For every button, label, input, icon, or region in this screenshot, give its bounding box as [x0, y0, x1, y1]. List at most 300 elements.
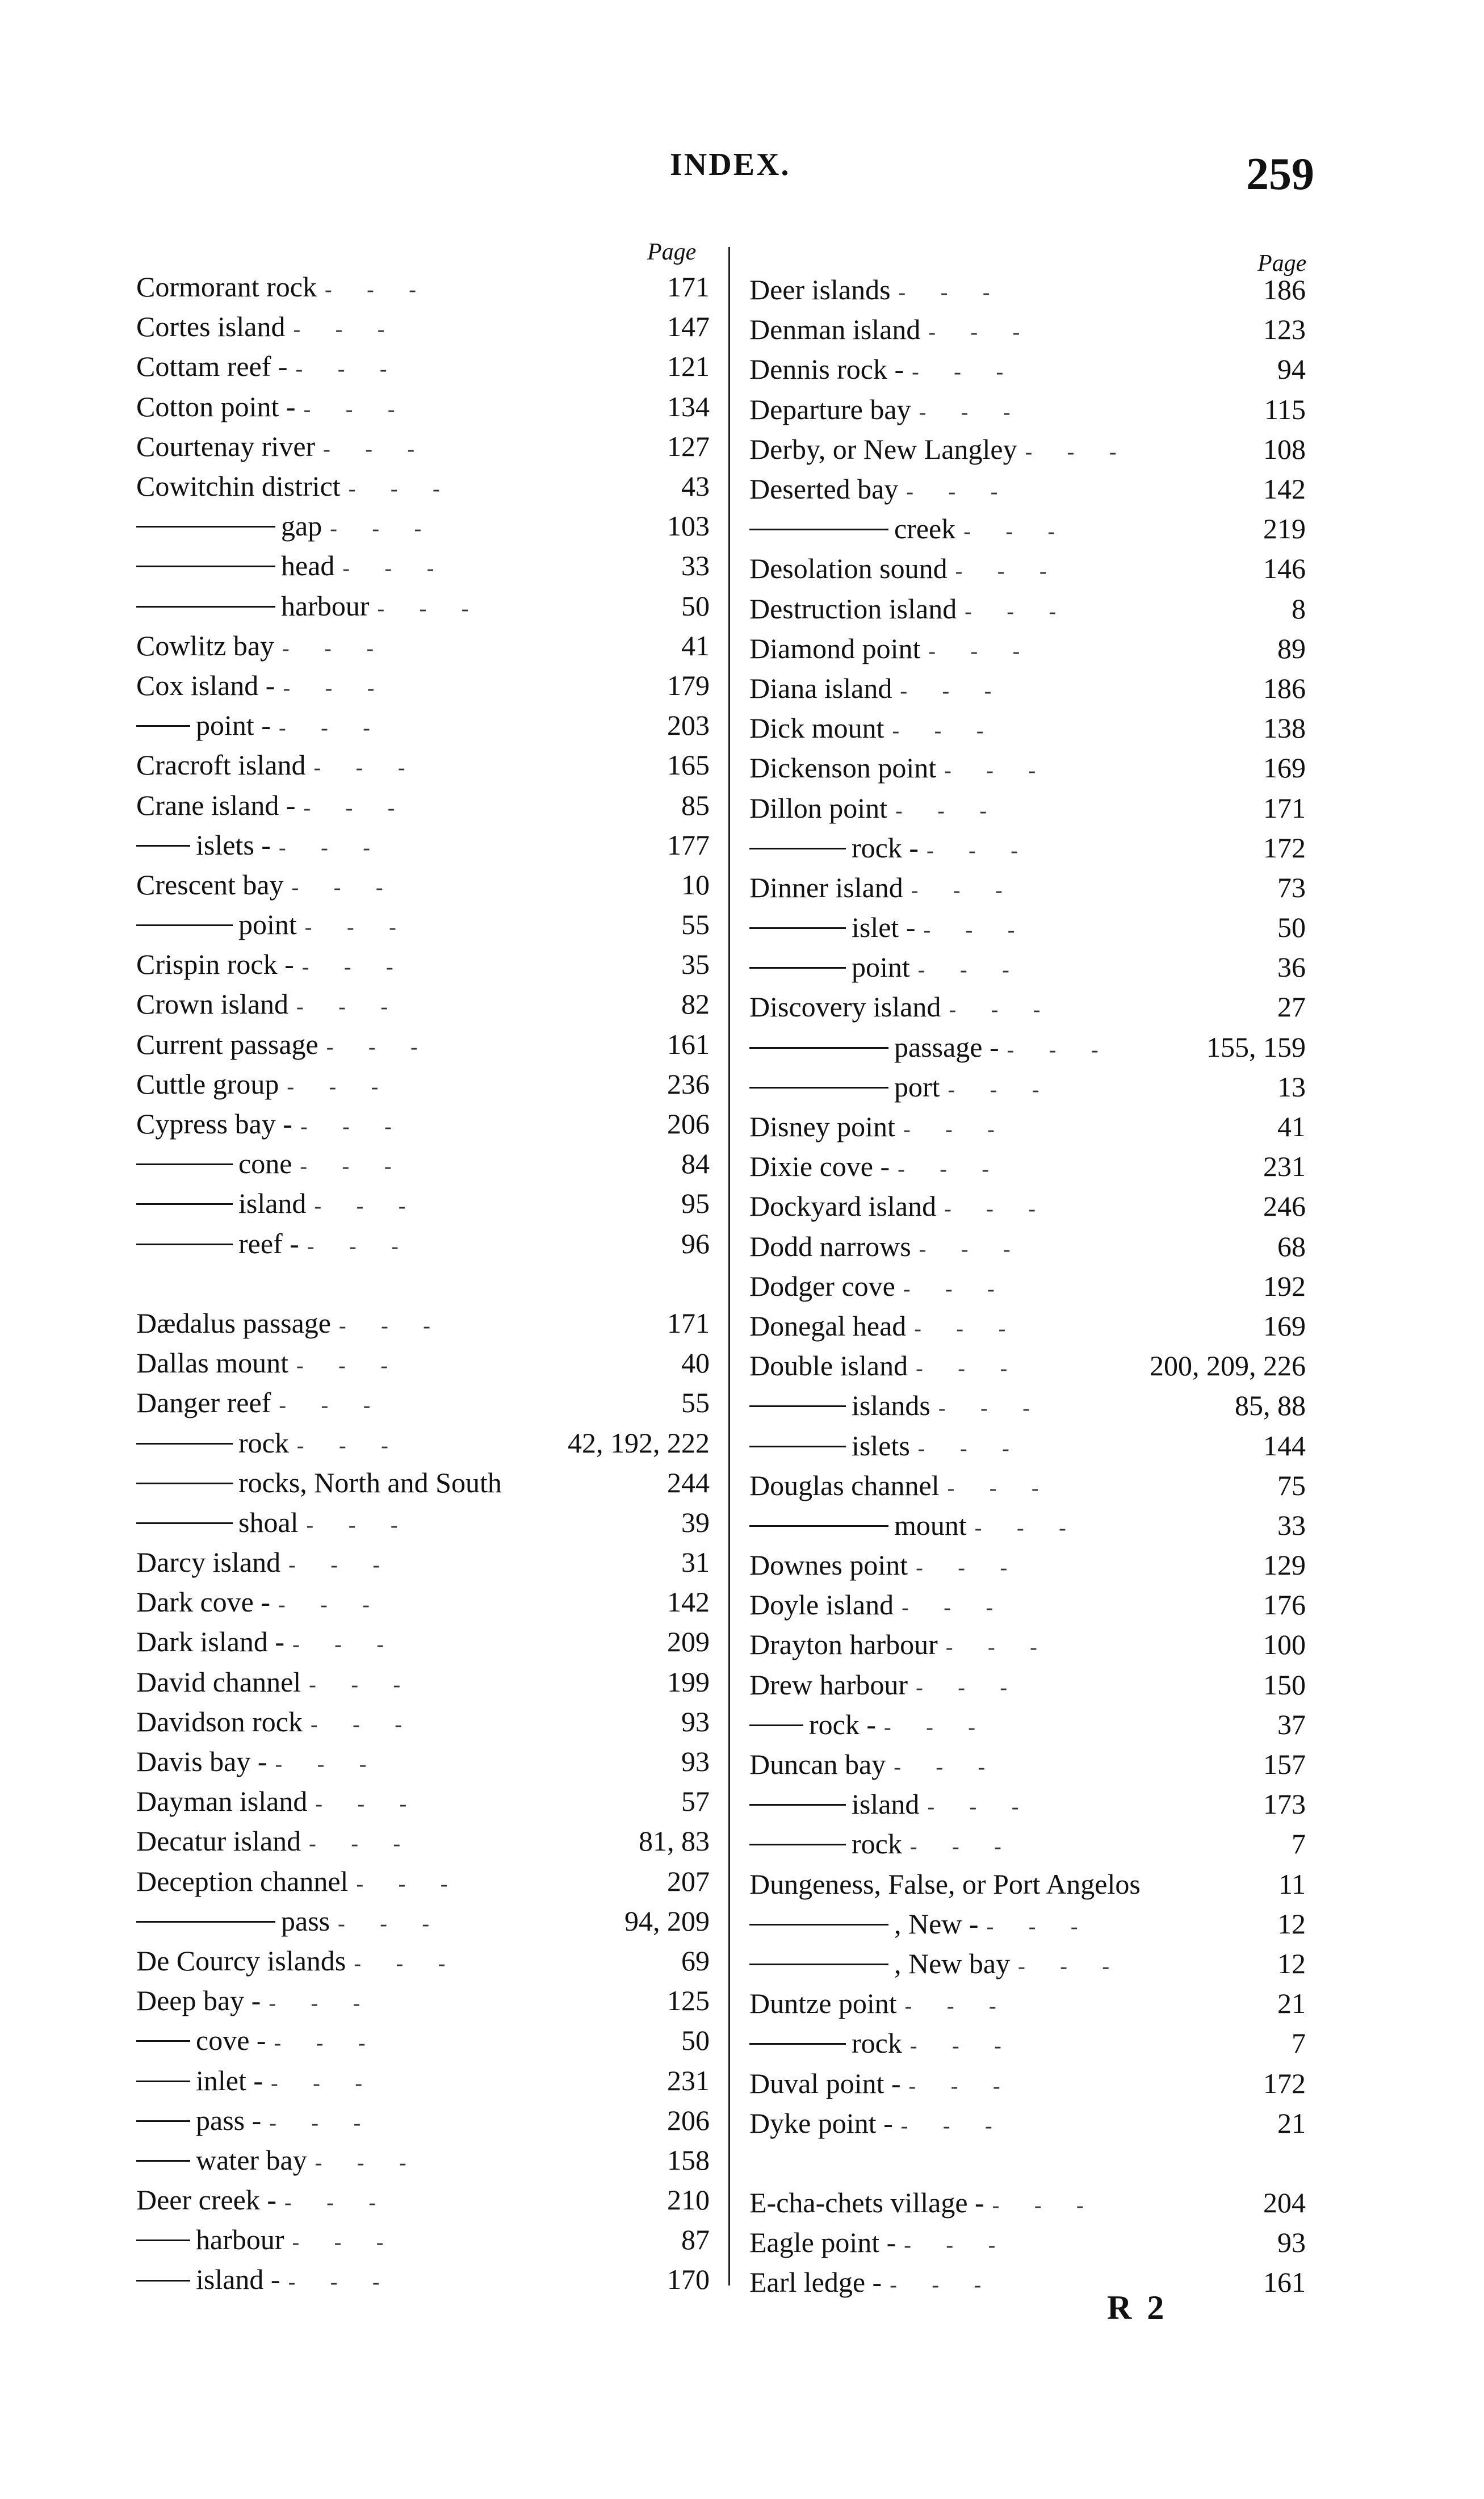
entry-page: 203 — [667, 709, 710, 742]
index-entry — [749, 1665, 1306, 1705]
leader-dots: - - - — [892, 719, 999, 743]
entry-text: Doyle island — [749, 1589, 894, 1621]
entry-label — [749, 792, 1221, 824]
entry-label — [749, 1628, 1221, 1661]
leader-dots: - - - — [895, 798, 1002, 823]
entry-page: 206 — [667, 2104, 710, 2136]
entry-page: 73 — [1277, 871, 1306, 903]
index-entry — [749, 1744, 1306, 1784]
index-entry — [749, 1027, 1306, 1067]
ditto-dash — [749, 2043, 846, 2045]
entry-text: rock - — [809, 1708, 876, 1740]
entry-text: Cox island - — [136, 669, 275, 701]
running-head-title: INDEX. — [670, 147, 791, 182]
index-entry — [136, 1422, 710, 1462]
leader-dots: - - - — [904, 2233, 1011, 2258]
entry-label — [136, 1426, 562, 1459]
entry-text: Cowitchin district — [136, 470, 341, 503]
ditto-dash — [136, 845, 190, 847]
entry-text: Cottam reef - — [136, 350, 288, 383]
index-entry — [136, 2060, 710, 2100]
entry-label — [749, 911, 1221, 944]
entry-text: Dark cove - — [136, 1586, 270, 1618]
entry-text: Deserted bay — [749, 473, 899, 505]
entry-label — [749, 1588, 1221, 1621]
entry-page: 33 — [681, 550, 710, 582]
entry-label — [136, 1944, 624, 1977]
index-entry — [136, 546, 710, 585]
leader-dots: - - - — [911, 878, 1017, 902]
entry-label — [136, 629, 624, 662]
section-gap — [136, 1263, 710, 1303]
ditto-dash — [136, 1483, 233, 1484]
entry-page: 138 — [1263, 712, 1306, 744]
entry-label — [136, 868, 624, 901]
entry-page: 170 — [667, 2263, 710, 2296]
index-entry — [136, 705, 710, 745]
leader-dots: - - - — [912, 360, 1018, 384]
leader-dots: - - - — [902, 1596, 1008, 1620]
entry-label — [749, 831, 1221, 864]
leader-dots: - - - — [300, 1115, 406, 1139]
index-entry — [136, 1901, 710, 1941]
index-entry — [136, 2259, 710, 2299]
entry-page: 42, 192, 222 — [568, 1426, 710, 1459]
index-entry — [136, 1781, 710, 1821]
index-entry — [136, 1224, 710, 1263]
entry-label — [136, 1068, 624, 1100]
entry-page: 179 — [667, 669, 710, 701]
leader-dots: - - - — [944, 759, 1051, 783]
leader-dots: - - - — [945, 1635, 1052, 1660]
entry-page: 209 — [667, 1626, 710, 1658]
entry-page: 93 — [1277, 2226, 1306, 2259]
entry-page: 134 — [667, 390, 710, 422]
entry-page: 173 — [1263, 1788, 1306, 1820]
entry-text: mount — [894, 1509, 967, 1541]
entry-text: Crown island — [136, 988, 289, 1020]
entry-label — [749, 751, 1221, 784]
leader-dots: - - - — [303, 397, 410, 421]
index-entry — [749, 987, 1306, 1027]
entry-page: 21 — [1277, 2107, 1306, 2139]
entry-label — [136, 1625, 624, 1658]
entry-text: Deer islands — [749, 274, 891, 306]
entry-text: Dockyard island — [749, 1190, 937, 1223]
entry-page: 85 — [681, 789, 710, 821]
ditto-dash — [749, 1804, 846, 1806]
leader-dots: - - - — [914, 1316, 1021, 1341]
entry-page: 87 — [681, 2224, 710, 2256]
entry-label — [136, 1107, 624, 1140]
leader-dots: - - - — [900, 2113, 1007, 2138]
entry-page: 12 — [1277, 1947, 1306, 1979]
entry-label — [136, 1984, 624, 2017]
leader-dots: - - - — [339, 1313, 445, 1338]
ditto-dash — [136, 1522, 233, 1524]
entry-text: Deer creek - — [136, 2184, 277, 2216]
leader-dots: - - - — [274, 2031, 380, 2056]
ditto-dash — [749, 1047, 888, 1049]
index-entry — [749, 1983, 1306, 2023]
entry-page: 207 — [667, 1865, 710, 1897]
ditto-dash — [136, 566, 275, 567]
leader-dots: - - - — [909, 1835, 1016, 1859]
index-entry — [136, 1742, 710, 1781]
entry-text: Dungeness, False, or Port Angelos — [749, 1868, 1141, 1900]
entry-text: head — [281, 550, 335, 582]
entry-text: , New - — [894, 1907, 979, 1940]
entry-page: 127 — [667, 430, 710, 462]
entry-text: Desolation sound — [749, 552, 948, 585]
entry-label — [749, 1349, 1144, 1382]
entry-label — [136, 1187, 624, 1220]
index-entry — [749, 1346, 1306, 1385]
entry-page: 121 — [667, 350, 710, 383]
entry-text: Drayton harbour — [749, 1629, 938, 1661]
entry-page: 244 — [667, 1466, 710, 1498]
entry-text: point — [852, 951, 910, 983]
entry-page: 43 — [681, 470, 710, 503]
leader-dots: - - - — [890, 2273, 996, 2297]
leader-dots: - - - — [348, 477, 455, 501]
entry-label — [749, 951, 1221, 983]
entry-page: 169 — [1263, 752, 1306, 784]
section-gap — [749, 2143, 1306, 2183]
leader-dots: - - - — [947, 1476, 1054, 1500]
entry-page: 144 — [1263, 1429, 1306, 1462]
entry-page: 231 — [1263, 1150, 1306, 1183]
entry-text: Departure bay — [749, 393, 911, 425]
entry-page: 186 — [1263, 274, 1306, 306]
ditto-dash — [749, 529, 888, 530]
index-entry — [136, 1861, 710, 1901]
index-entry — [749, 1784, 1306, 1824]
entry-page: 200, 209, 226 — [1150, 1350, 1306, 1382]
entry-label — [749, 1947, 1221, 1980]
entry-label — [136, 1745, 624, 1778]
entry-label — [136, 987, 624, 1020]
entry-label — [749, 1389, 1221, 1422]
entry-label — [749, 1270, 1221, 1303]
entry-label — [749, 2067, 1221, 2100]
ditto-dash — [749, 967, 846, 969]
entry-label — [749, 1110, 1221, 1143]
entry-text: rock - — [852, 831, 919, 864]
leader-dots: - - - — [306, 1513, 413, 1537]
index-entry — [136, 626, 710, 665]
entry-page: 55 — [681, 909, 710, 941]
entry-text: pass - — [196, 2104, 262, 2136]
entry-page: 35 — [681, 948, 710, 981]
left-page-column-label: Page — [647, 239, 697, 265]
entry-page: 171 — [1263, 792, 1306, 824]
entry-text: Dayman island — [136, 1785, 308, 1818]
leader-dots: - - - — [288, 1553, 395, 1577]
ditto-dash — [749, 1964, 888, 1965]
entry-label — [749, 592, 1221, 625]
index-entry — [749, 549, 1306, 588]
entry-label — [749, 2107, 1221, 2140]
entry-label — [136, 1585, 624, 1618]
entry-text: reef - — [238, 1227, 299, 1259]
ditto-dash — [749, 1724, 803, 1726]
leader-dots: - - - — [898, 281, 1005, 305]
leader-dots: - - - — [927, 1795, 1034, 1819]
entry-label — [136, 1386, 624, 1419]
entry-text: passage - — [894, 1031, 999, 1063]
index-entry — [749, 429, 1306, 469]
entry-page: 108 — [1263, 433, 1306, 465]
entry-text: , New bay — [894, 1947, 1011, 1979]
entry-label — [749, 632, 1221, 665]
entry-page: 129 — [1263, 1549, 1306, 1581]
leader-dots: - - - — [296, 1433, 403, 1458]
leader-dots: - - - — [292, 1632, 399, 1657]
entry-text: Cuttle group — [136, 1068, 279, 1100]
entry-text: islands — [852, 1389, 930, 1422]
leader-dots: - - - — [894, 1755, 1000, 1780]
entry-text: Dennis rock - — [749, 353, 904, 386]
index-entry — [749, 1585, 1306, 1625]
entry-text: Dark island - — [136, 1626, 285, 1658]
entry-label — [136, 828, 624, 861]
leader-dots: - - - — [271, 2071, 377, 2095]
index-entry — [749, 788, 1306, 827]
leader-dots: - - - — [938, 1396, 1045, 1421]
entry-page: 161 — [667, 1028, 710, 1060]
index-entry — [749, 1466, 1306, 1505]
leader-dots: - - - — [903, 1117, 1009, 1142]
index-entry — [136, 1463, 710, 1502]
ditto-dash — [749, 848, 846, 849]
index-entry — [749, 748, 1306, 788]
leader-dots: - - - — [326, 1035, 433, 1059]
entry-label — [136, 1546, 624, 1579]
entry-label — [136, 2263, 624, 2296]
entry-text: rock — [852, 1828, 902, 1860]
index-entry — [749, 349, 1306, 389]
entry-label — [749, 1708, 1221, 1741]
leader-dots: - - - — [275, 1752, 382, 1777]
index-entry — [749, 1107, 1306, 1146]
entry-page: 199 — [667, 1665, 710, 1698]
index-entry — [136, 1343, 710, 1383]
entry-label — [749, 1548, 1221, 1581]
entry-text: Dickenson point — [749, 752, 937, 784]
entry-text: Crane island - — [136, 789, 296, 821]
ditto-dash — [749, 1844, 846, 1845]
entry-label — [749, 393, 1221, 426]
index-entry — [749, 2262, 1306, 2302]
entry-page: 146 — [1263, 552, 1306, 585]
entry-page: 94, 209 — [624, 1904, 710, 1937]
leader-dots: - - - — [293, 317, 400, 342]
entry-label — [136, 2183, 624, 2216]
entry-label — [749, 1309, 1221, 1342]
entry-label — [136, 1705, 624, 1738]
index-entry — [136, 944, 710, 984]
entry-text: Duncan bay — [749, 1748, 886, 1781]
leader-dots: - - - — [986, 1914, 1093, 1939]
entry-page: 192 — [1263, 1270, 1306, 1302]
entry-page: 142 — [667, 1586, 710, 1618]
entry-text: island — [852, 1788, 920, 1820]
entry-page: 161 — [1263, 2266, 1306, 2299]
entry-text: De Courcy islands — [136, 1944, 346, 1977]
leader-dots: - - - — [269, 2111, 376, 2135]
index-entry — [136, 426, 710, 466]
entry-label — [749, 1987, 1221, 2020]
entry-label — [749, 1827, 1221, 1860]
ditto-dash — [136, 2280, 190, 2282]
ditto-dash — [136, 2040, 190, 2042]
index-entry — [136, 2220, 710, 2259]
entry-text: Deception channel — [136, 1865, 349, 1897]
entry-label — [136, 430, 624, 463]
entry-page: 172 — [1263, 2067, 1306, 2099]
index-entry — [749, 1625, 1306, 1664]
leader-dots: - - - — [949, 998, 1055, 1022]
entry-text: point — [238, 909, 297, 941]
entry-text: Duntze point — [749, 1987, 897, 2020]
entry-label — [136, 390, 624, 423]
leader-dots: - - - — [282, 636, 388, 660]
ditto-dash — [749, 1924, 888, 1925]
entry-page: 204 — [1263, 2187, 1306, 2219]
entry-text: islets - — [196, 828, 271, 861]
entry-label — [136, 1028, 624, 1061]
leader-dots: - - - — [315, 2150, 421, 2175]
entry-page: 40 — [681, 1347, 710, 1379]
entry-label — [749, 2186, 1221, 2219]
leader-dots: - - - — [919, 400, 1025, 424]
entry-label — [136, 908, 624, 941]
entry-page: 219 — [1263, 513, 1306, 545]
index-entry — [749, 1705, 1306, 1744]
entry-label — [749, 1907, 1221, 1940]
index-entry — [749, 469, 1306, 509]
entry-label — [136, 589, 624, 622]
leader-dots: - - - — [944, 1197, 1051, 1221]
entry-page: 57 — [681, 1785, 710, 1818]
index-entry — [749, 309, 1306, 349]
index-entry — [136, 1821, 710, 1861]
entry-text: Courtenay river — [136, 430, 316, 462]
ditto-dash — [136, 2081, 190, 2082]
entry-page: 231 — [667, 2064, 710, 2096]
entry-page: 50 — [1277, 911, 1306, 944]
leader-dots: - - - — [927, 838, 1033, 863]
leader-dots: - - - — [963, 520, 1070, 544]
index-entry — [136, 1702, 710, 1742]
entry-text: Duval point - — [749, 2067, 901, 2099]
index-entry — [136, 506, 710, 546]
entry-label — [136, 509, 624, 542]
leader-dots: - - - — [309, 1832, 416, 1856]
entry-page: 84 — [681, 1148, 710, 1180]
entry-page: 93 — [681, 1745, 710, 1778]
entry-text: Decatur island — [136, 1825, 301, 1857]
index-entry — [136, 1144, 710, 1183]
leader-dots: - - - — [992, 2194, 1099, 2218]
leader-dots: - - - — [283, 676, 389, 700]
entry-label — [749, 711, 1221, 744]
index-entry — [136, 984, 710, 1024]
entry-page: 7 — [1292, 2027, 1306, 2060]
leader-dots: - - - — [269, 1991, 375, 2016]
index-entry — [749, 708, 1306, 748]
entry-label — [136, 748, 624, 781]
entry-text: port — [894, 1070, 940, 1103]
leader-dots: - - - — [291, 875, 398, 899]
leader-dots: - - - — [898, 1157, 1004, 1182]
index-entry — [136, 2100, 710, 2140]
leader-dots: - - - — [884, 1715, 990, 1739]
leader-dots: - - - — [1018, 1954, 1125, 1978]
index-entry — [749, 668, 1306, 708]
entry-page: 50 — [681, 589, 710, 622]
index-entry — [136, 267, 710, 307]
entry-text: Davis bay - — [136, 1745, 267, 1778]
index-entry — [136, 1303, 710, 1343]
entry-text: Double island — [749, 1350, 908, 1382]
entry-text: harbour — [281, 589, 370, 622]
entry-page: 55 — [681, 1387, 710, 1419]
entry-text: Donegal head — [749, 1309, 907, 1342]
index-entry — [136, 665, 710, 705]
entry-text: Diamond point — [749, 632, 921, 664]
entry-text: Current passage — [136, 1028, 318, 1060]
leader-dots: - - - — [323, 437, 430, 461]
leader-dots: - - - — [296, 995, 403, 1019]
entry-text: Dodd narrows — [749, 1230, 911, 1262]
entry-label — [749, 1230, 1221, 1263]
entry-label — [136, 1904, 619, 1937]
entry-label — [136, 270, 624, 303]
index-entry — [136, 586, 710, 626]
ditto-dash — [136, 725, 190, 727]
column-divider — [728, 247, 730, 2285]
index-entry — [136, 2140, 710, 2180]
ditto-dash — [136, 1163, 233, 1165]
index-entry — [136, 905, 710, 944]
index-entry — [749, 270, 1306, 309]
index-entry — [749, 1864, 1306, 1904]
leader-dots: - - - — [356, 1872, 463, 1896]
index-entry — [136, 1104, 710, 1144]
index-entry — [136, 466, 710, 506]
entry-label — [749, 1150, 1221, 1183]
entry-text: Davidson rock — [136, 1705, 303, 1738]
entry-label — [136, 1824, 624, 1857]
signature-mark: R 2 — [1107, 2289, 1168, 2326]
entry-text: water bay — [196, 2144, 307, 2176]
entry-text: Danger reef — [136, 1387, 271, 1419]
index-entry — [136, 387, 710, 426]
entry-text: Darcy island — [136, 1546, 281, 1579]
entry-page: 123 — [1263, 313, 1306, 346]
entry-label — [749, 1469, 1221, 1502]
index-entry — [136, 2020, 710, 2060]
entry-page: 115 — [1264, 393, 1306, 425]
index-entry — [749, 868, 1306, 907]
entry-label — [749, 313, 1221, 346]
ditto-dash — [749, 927, 846, 929]
entry-text: harbour — [196, 2224, 284, 2256]
entry-label — [749, 512, 1221, 545]
entry-page: 94 — [1277, 353, 1306, 386]
